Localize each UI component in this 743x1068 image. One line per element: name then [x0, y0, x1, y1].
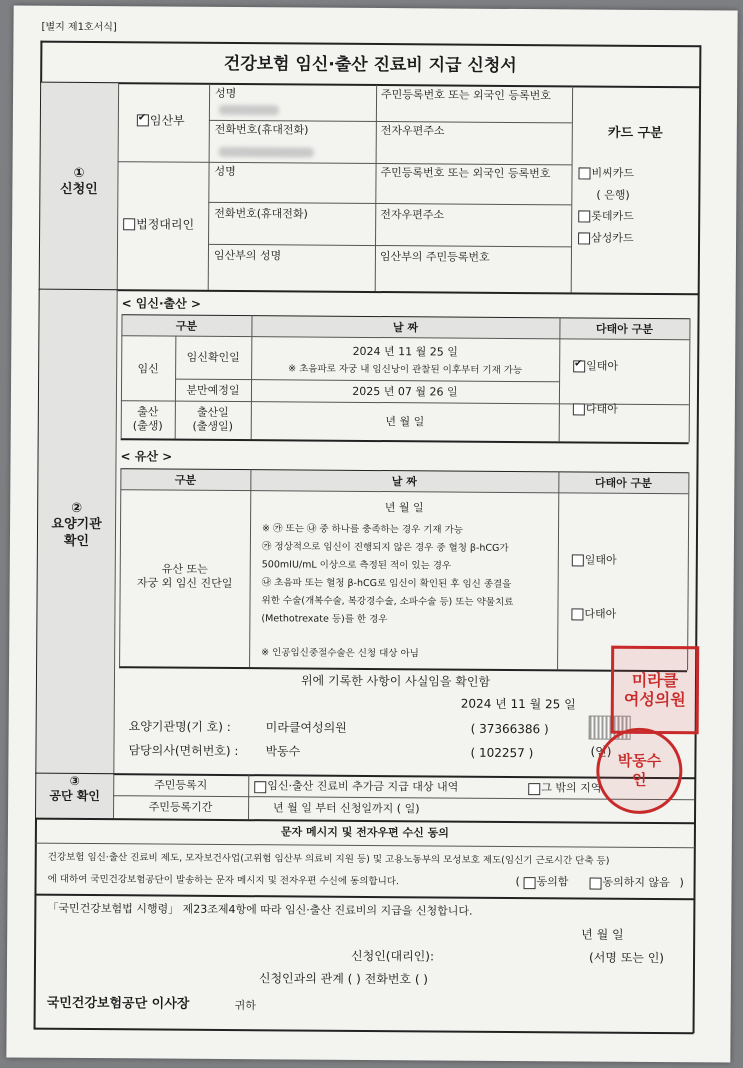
mom-id-label: 임산부의 주민등록번호: [379, 250, 490, 264]
recipient-honorific: 귀하: [234, 999, 257, 1013]
birth-label: 출산 (출생): [132, 405, 163, 433]
misc-col-type: 구분: [174, 473, 197, 487]
consent-disagree-label: 동의하지 않음: [602, 875, 670, 890]
institution-name: 미라클여성의원: [265, 720, 347, 735]
preg-multi-label: 다태아: [585, 402, 618, 416]
preg-col-type: 구분: [175, 319, 198, 333]
form-code: [별지 제1호서식]: [41, 21, 117, 34]
consent-text-2: 에 대하여 국민건강보험공단이 발송하는 문자 메시지 및 전자우편 수신에 동의합니다.: [47, 873, 400, 888]
bc-card-checkbox[interactable]: [578, 167, 590, 179]
agent-email-label: 전자우편주소: [380, 208, 445, 222]
nhis-address-label: 주민등록지: [154, 778, 208, 792]
misc-date: 년 월 일: [384, 501, 424, 515]
agent-checkbox[interactable]: [123, 218, 135, 230]
consent-disagree-checkbox[interactable]: [590, 878, 602, 890]
preg-col-multi: 다태아 구분: [595, 322, 653, 336]
form-title: 건강보험 임신·출산 진료비 지급 신청서: [223, 53, 517, 76]
pregnant-label: 임산부: [149, 113, 185, 128]
applicant-sign-label: 신청인(대리인):: [351, 948, 435, 964]
consent-open-paren: (: [515, 875, 520, 889]
nhis-period-value: 년 월 일 부터 신청일까지 ( 일): [273, 801, 420, 816]
seal-placeholder: (인): [590, 744, 612, 759]
misc-label: 유산 또는 자궁 외 임신 진단일: [136, 562, 233, 590]
mom-name-label: 임산부의 성명: [213, 248, 282, 263]
confirm-statement: 위에 기록한 사항이 사실임을 확인함: [300, 673, 491, 689]
bc-card-label: 비씨카드: [591, 166, 635, 180]
preg-note: ※ 초음파로 자궁 내 임신낭이 관찰된 이후부터 기재 가능: [288, 363, 523, 377]
misc-multi-label: 다태아: [584, 607, 617, 621]
preg-confirm-label: 임신확인일: [186, 350, 240, 365]
doctor-seal-stamp: 박동수인: [596, 728, 683, 815]
idno-label: 주민등록번호 또는 외국인 등록번호: [381, 88, 551, 103]
preg-label: 임신: [137, 362, 159, 376]
lotte-card-label: 롯데카드: [591, 209, 634, 223]
relation-phone: 신청인과의 관계 ( ) 전화번호 ( ): [258, 971, 429, 987]
agent-name-label: 성명: [214, 164, 236, 179]
misc-note-4: ㉯ 초음파 또는 혈청 β-hCG로 임신이 확인된 후 임신 종결을: [261, 577, 512, 590]
due-date: 2025 년 07 월 26 일: [352, 384, 458, 399]
nhis-other-checkbox[interactable]: [528, 783, 540, 795]
agent-idno-label: 주민등록번호 또는 외국인 등록번호: [380, 166, 551, 181]
consent-agree-label: 동의함: [536, 875, 569, 889]
confirm-date: 2024 년 11 월 25 일: [460, 696, 576, 712]
misc-single-label: 일태아: [584, 553, 617, 567]
application-date: 년 월 일: [581, 927, 624, 942]
bank-field: ( 은행): [596, 188, 630, 202]
birth-day-label: 출산일 (출생일): [192, 405, 234, 433]
clinic-seal-stamp: 미라클 여성의원: [611, 646, 700, 735]
due-label: 분만예정일: [186, 383, 240, 398]
consent-text-1: 건강보험 임신·출산 진료비 제도, 모자보건사업(고위험 임산부 의료비 지원 등) 및 고용노동부의 모성보호 제도(임신기 근로시간 단축 등): [47, 851, 610, 867]
misc-note-1: ※ ㉮ 또는 ㉯ 중 하나를 충족하는 경우 기재 가능: [261, 523, 464, 536]
misc-note-5: 위한 수술(개복수술, 복강경수술, 소파수술 등) 또는 약물치료: [261, 595, 514, 608]
preg-single-label: 일태아: [586, 359, 619, 373]
misc-note-2: ㉮ 정상적으로 임신이 진행되지 않은 경우 중 혈청 β-hCG가: [261, 541, 509, 554]
institution-label: 요양기관명(기 호) :: [128, 719, 231, 735]
lotte-card-checkbox[interactable]: [578, 210, 590, 222]
card-title: 카드 구분: [607, 125, 663, 142]
sign-placeholder: (서명 또는 인): [588, 950, 665, 966]
pregnancy-subtitle: < 임신·출산 >: [121, 296, 202, 311]
section-clinic: ② 요양기관 확인: [51, 500, 102, 549]
consent-title: 문자 메시지 및 전자우편 수신 동의: [280, 825, 449, 840]
consent-close-paren: ): [679, 876, 684, 890]
birth-date: 년 월 일: [385, 415, 425, 429]
miscarriage-subtitle: < 유산 >: [120, 449, 173, 464]
preg-single-checkbox[interactable]: [573, 360, 585, 372]
doctor-label: 담당의사(면허번호) :: [128, 743, 239, 759]
pregnant-checkbox[interactable]: [137, 114, 149, 126]
misc-col-multi: 다태아 구분: [594, 476, 652, 490]
misc-col-date: 날 짜: [391, 475, 417, 489]
samsung-card-checkbox[interactable]: [578, 232, 590, 244]
phone-label: 전화번호(휴대전화): [214, 122, 309, 137]
law-statement: 「국민건강보험법 시행령」 제23조제4항에 따라 임신·출산 진료비의 지급을 신청합니다.: [47, 901, 473, 918]
nhis-period-label: 주민등록기간: [148, 800, 213, 814]
misc-note-7: ※ 인공임신중절수술은 신청 대상 아님: [261, 647, 419, 660]
preg-col-date: 날 짜: [392, 321, 419, 335]
agent-phone-label: 전화번호(휴대전화): [214, 206, 308, 221]
nhis-extra-checkbox[interactable]: [254, 781, 266, 793]
recipient: 국민건강보험공단 이사장: [46, 995, 190, 1012]
preg-multi-checkbox[interactable]: [573, 403, 585, 415]
preg-confirm-date: 2024 년 11 월 25 일: [352, 344, 458, 359]
nhis-other-label: 그 밖의 지역: [541, 781, 602, 795]
email-label: 전자우편주소: [380, 124, 445, 138]
agent-label: 법정대리인: [136, 217, 195, 232]
form-paper: [6, 5, 737, 1062]
doctor-license: ( 102257 ): [470, 745, 534, 761]
institution-code: ( 37366386 ): [470, 721, 549, 737]
section-applicant: ① 신청인: [60, 165, 98, 198]
samsung-card-label: 삼성카드: [591, 231, 634, 245]
section-nhis: ③ 공단 확인: [49, 773, 100, 804]
name-label: 성명: [215, 86, 237, 101]
nhis-extra-label: 임신·출산 진료비 추가금 지급 대상 내역: [267, 779, 459, 794]
misc-note-3: 500mIU/mL 이상으로 측정된 적이 있는 경우: [261, 559, 452, 572]
misc-multi-checkbox[interactable]: [571, 608, 583, 620]
doctor-name: 박동수: [265, 744, 301, 759]
misc-single-checkbox[interactable]: [572, 554, 584, 566]
consent-agree-checkbox[interactable]: [524, 877, 536, 889]
misc-note-6: (Methotrexate 등)를 한 경우: [261, 613, 388, 626]
